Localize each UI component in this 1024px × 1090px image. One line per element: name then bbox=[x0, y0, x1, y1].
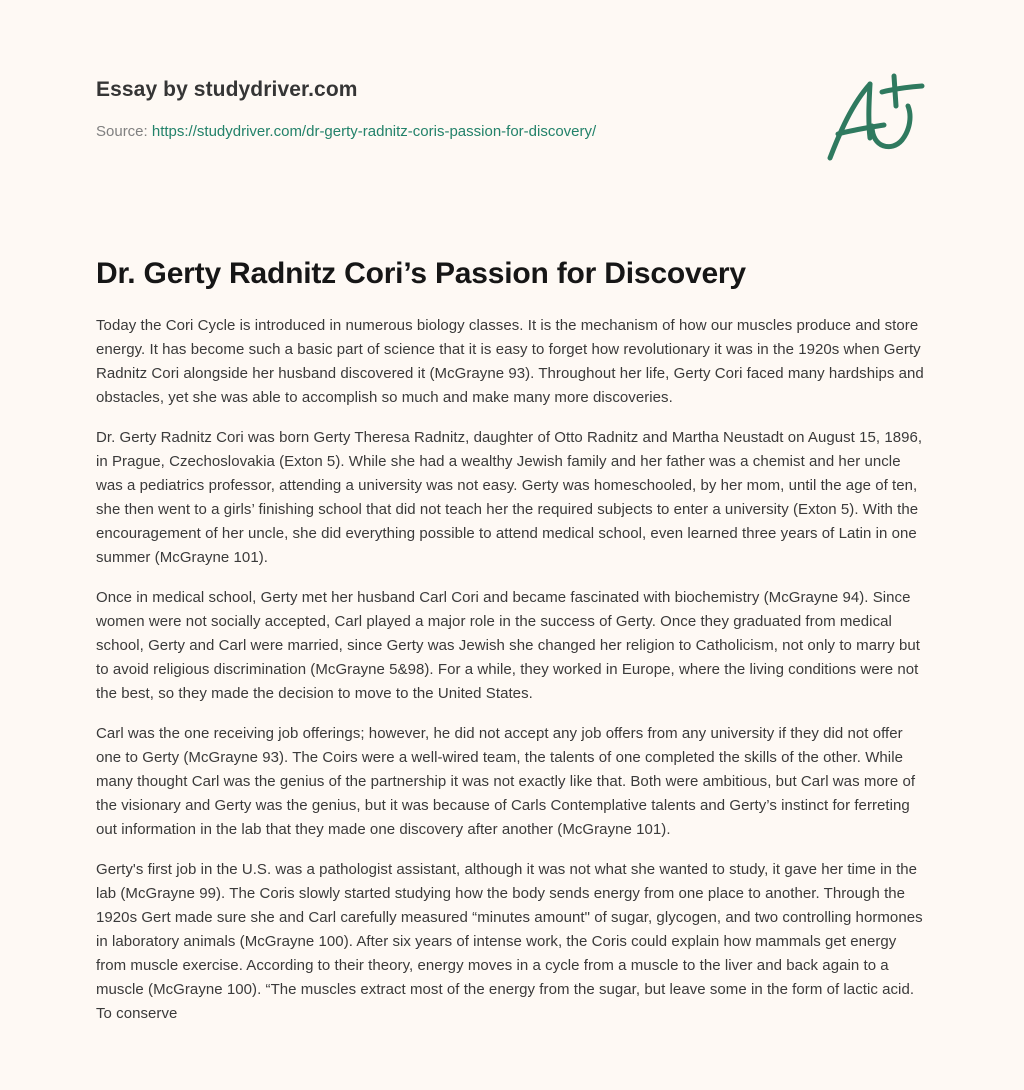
essay-paragraph: Dr. Gerty Radnitz Cori was born Gerty Theresa Radnitz, daughter of Otto Radnitz and Martha Neustadt on August 15, 1896, in Prague, Czechoslovakia (Exton 5). While she had a wealthy Jewish family and her father was a chemist and her uncle was a pediatrics professor, attending a university was not easy. Gerty was homeschooled, by her mom, until the age of ten, she then went to a girls’ finishing school that did not teach her the required subjects to enter a university (Exton 5). With the encouragement of her uncle, she did everything possible to attend medical school, even learned three years of Latin in one summer (McGrayne 101). bbox=[96, 429, 923, 566]
source-label: Source: bbox=[96, 123, 148, 140]
essay-paragraph: Once in medical school, Gerty met her husband Carl Cori and became fascinated with biochemistry (McGrayne 94). Since women were not socially accepted, Carl played a major role in the success of Gerty. Once they graduated from medical school, Gerty and Carl were married, since Gerty was Jewish she changed her religion to Catholicism, not only to marry but to avoid religious discrimination (McGrayne 5&98). For a while, they worked in Europe, where the living conditions were not the best, so they made the decision to move to the United States. bbox=[96, 589, 920, 702]
essay-body bbox=[96, 314, 930, 1042]
essay-title: Dr. Gerty Radnitz Cori’s Passion for Discovery bbox=[96, 257, 746, 290]
a-plus-grade-icon bbox=[822, 68, 928, 164]
essay-paragraph: Today the Cori Cycle is introduced in numerous biology classes. It is the mechanism of how our muscles produce and store energy. It has become such a basic part of science that it is easy to forget how revolutionary it was in the 1920s when Gerty Radnitz Cori alongside her husband discovered it (McGrayne 93). Throughout her life, Gerty Cori faced many hardships and obstacles, yet she was able to accomplish so much and make many more discoveries. bbox=[96, 317, 924, 406]
source-link[interactable]: https://studydriver.com/dr-gerty-radnitz-coris-passion-for-discovery/ bbox=[151, 123, 597, 140]
source-line bbox=[96, 122, 926, 142]
site-title: Essay by studydriver.com bbox=[96, 78, 358, 101]
essay-paragraph: Carl was the one receiving job offerings; however, he did not accept any job offers from any university if they did not offer one to Gerty (McGrayne 93). The Coirs were a well-wired team, the talents of one completed the skills of the other. While many thought Carl was the genius of the partnership it was not exactly like that. Both were ambitious, but Carl was more of the visionary and Gerty was the genius, but it was because of Carls Contemplative talents and Gerty’s instinct for ferreting out information in the lab that they made one discovery after another (McGrayne 101). bbox=[96, 725, 916, 838]
essay-paragraph: Gerty's first job in the U.S. was a pathologist assistant, although it was not what she wanted to study, it gave her time in the lab (McGrayne 99). The Coris slowly started studying how the body sends energy from one place to another. Through the 1920s Gert made sure she and Carl carefully measured “minutes amount" of sugar, glycogen, and two controlling hormones in laboratory animals (McGrayne 100). After six years of intense work, the Coris could explain how mammals get energy from muscle exercise. According to their theory, energy moves in a cycle from a muscle to the liver and back again to a muscle (McGrayne 100). “The muscles extract most of the energy from the sugar, but leave some in the form of lactic acid. To conserve bbox=[96, 861, 923, 1022]
page-header bbox=[96, 76, 926, 142]
